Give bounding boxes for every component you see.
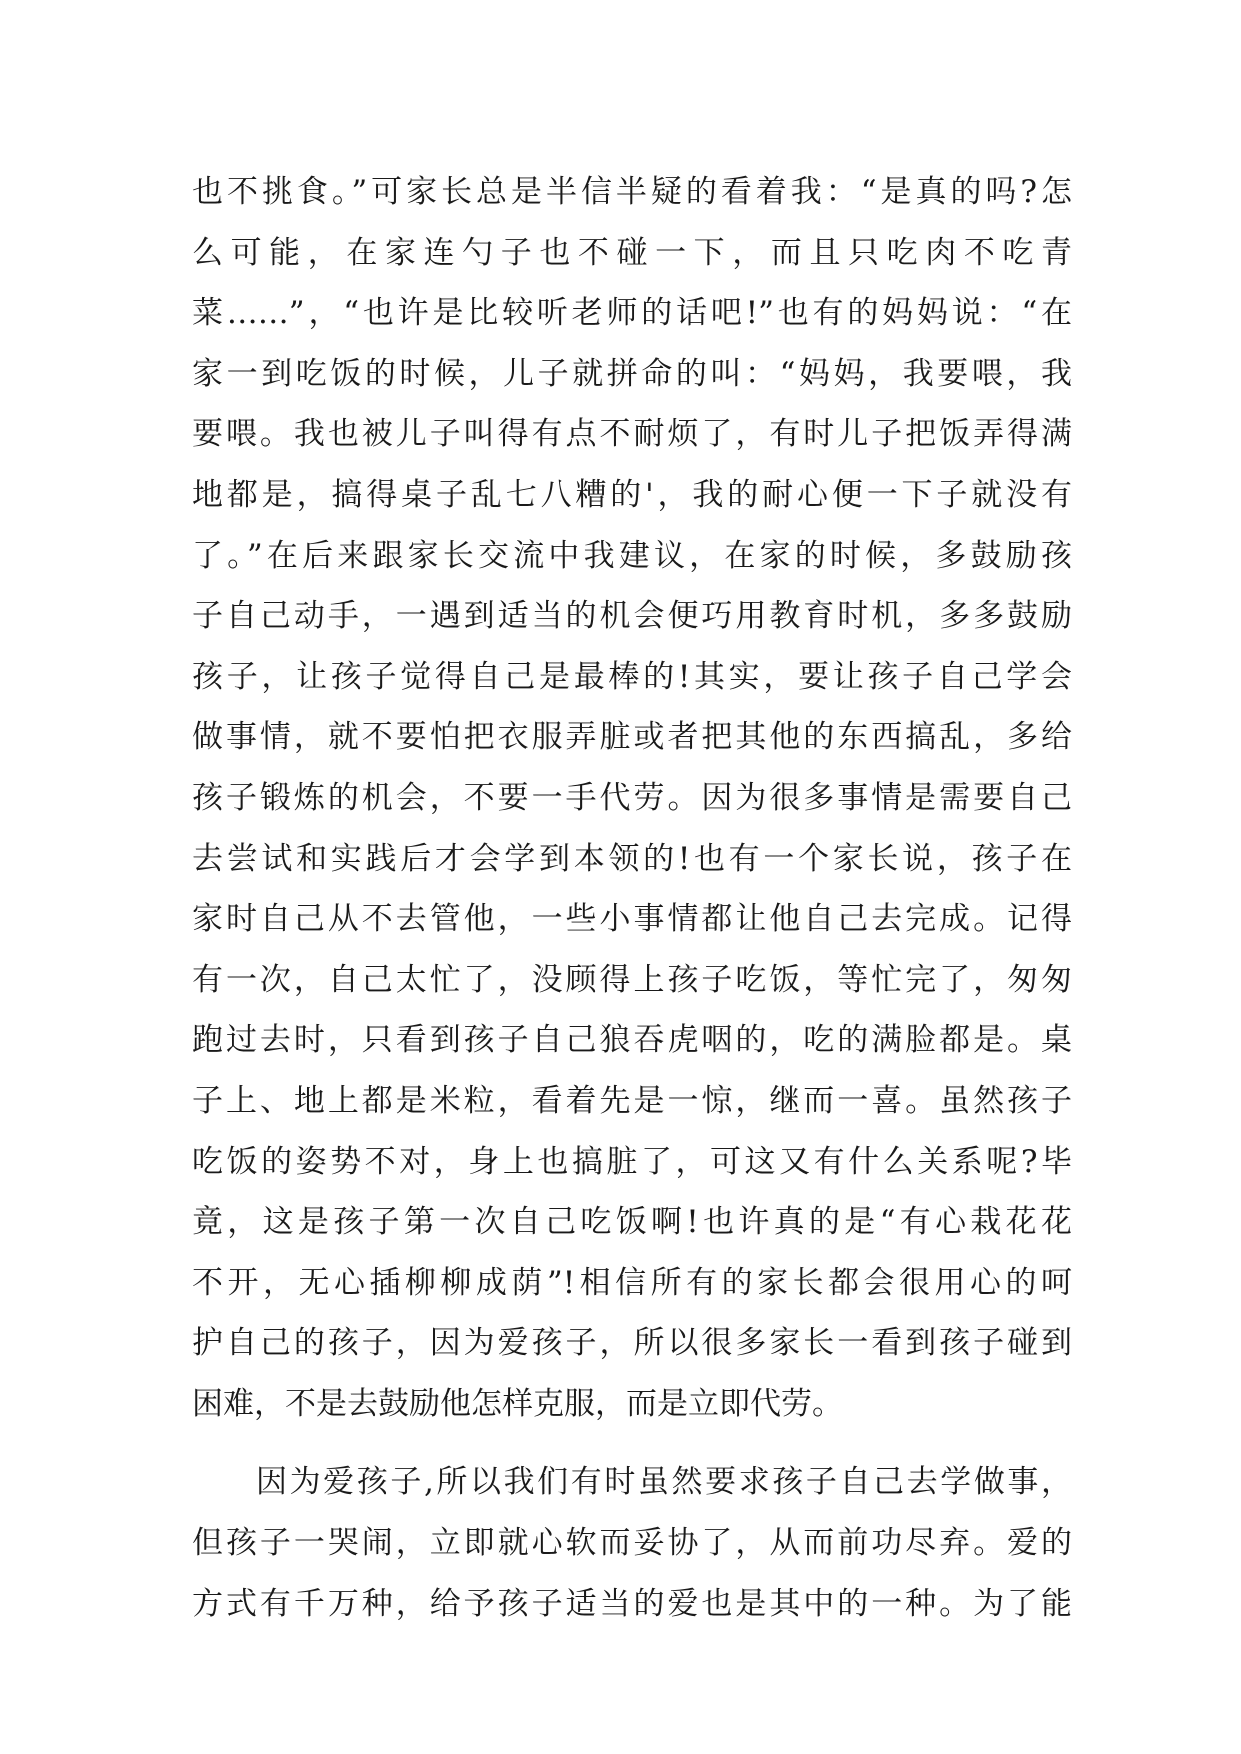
text-line: 了。”在后来跟家长交流中我建议，在家的时候，多鼓励孩 bbox=[192, 537, 1072, 574]
text-line: 护自己的孩子，因为爱孩子，所以很多家长一看到孩子碰到 bbox=[192, 1325, 1072, 1362]
text-line: 孩子锻炼的机会，不要一手代劳。因为很多事情是需要自己 bbox=[192, 779, 1072, 816]
text-line: 困难，不是去鼓励他怎样克服，而是立即代劳。 bbox=[192, 1385, 843, 1422]
text-line: 不开，无心插柳柳成荫”!相信所有的家长都会很用心的呵 bbox=[192, 1264, 1072, 1301]
body-text bbox=[192, 162, 1072, 1634]
text-line: 菜……”，“也许是比较听老师的话吧!”也有的妈妈说：“在 bbox=[192, 295, 1072, 332]
text-line: 跑过去时，只看到孩子自己狼吞虎咽的，吃的满脸都是。桌 bbox=[192, 1022, 1072, 1059]
text-line: 因为爱孩子,所以我们有时虽然要求孩子自己去学做事， bbox=[256, 1464, 1072, 1501]
text-line: 子上、地上都是米粒，看着先是一惊，继而一喜。虽然孩子 bbox=[192, 1082, 1072, 1119]
text-line: 方式有千万种，给予孩子适当的爱也是其中的一种。为了能 bbox=[192, 1585, 1072, 1622]
text-line: 吃饭的姿势不对，身上也搞脏了，可这又有什么关系呢?毕 bbox=[192, 1143, 1072, 1180]
text-line: 也不挑食。”可家长总是半信半疑的看着我：“是真的吗?怎 bbox=[192, 174, 1072, 210]
text-line: 家时自己从不去管他，一些小事情都让他自己去完成。记得 bbox=[192, 901, 1072, 938]
text-line: 要喂。我也被儿子叫得有点不耐烦了，有时儿子把饭弄得满 bbox=[192, 416, 1072, 453]
text-line: 子自己动手，一遇到适当的机会便巧用教育时机，多多鼓励 bbox=[192, 598, 1072, 635]
text-line: 竟，这是孩子第一次自己吃饭啊!也许真的是“有心栽花花 bbox=[192, 1204, 1072, 1241]
text-line: 地都是，搞得桌子乱七八糟的'，我的耐心便一下子就没有 bbox=[192, 476, 1072, 513]
text-line: 做事情，就不要怕把衣服弄脏或者把其他的东西搞乱，多给 bbox=[192, 719, 1072, 756]
paragraph-2 bbox=[192, 1452, 1072, 1634]
text-line: 孩子，让孩子觉得自己是最棒的!其实，要让孩子自己学会 bbox=[192, 658, 1072, 695]
paragraph-1 bbox=[192, 162, 1072, 1434]
text-line: 但孩子一哭闹，立即就心软而妥协了，从而前功尽弃。爱的 bbox=[192, 1525, 1072, 1562]
text-line: 去尝试和实践后才会学到本领的!也有一个家长说，孩子在 bbox=[192, 840, 1072, 877]
text-line: 有一次，自己太忙了，没顾得上孩子吃饭，等忙完了，匆匆 bbox=[192, 961, 1072, 998]
text-line: 家一到吃饭的时候，儿子就拼命的叫：“妈妈，我要喂，我 bbox=[192, 355, 1072, 392]
text-line: 么可能，在家连勺子也不碰一下，而且只吃肉不吃青 bbox=[192, 234, 1072, 271]
paragraph-spacer bbox=[192, 1434, 1072, 1452]
